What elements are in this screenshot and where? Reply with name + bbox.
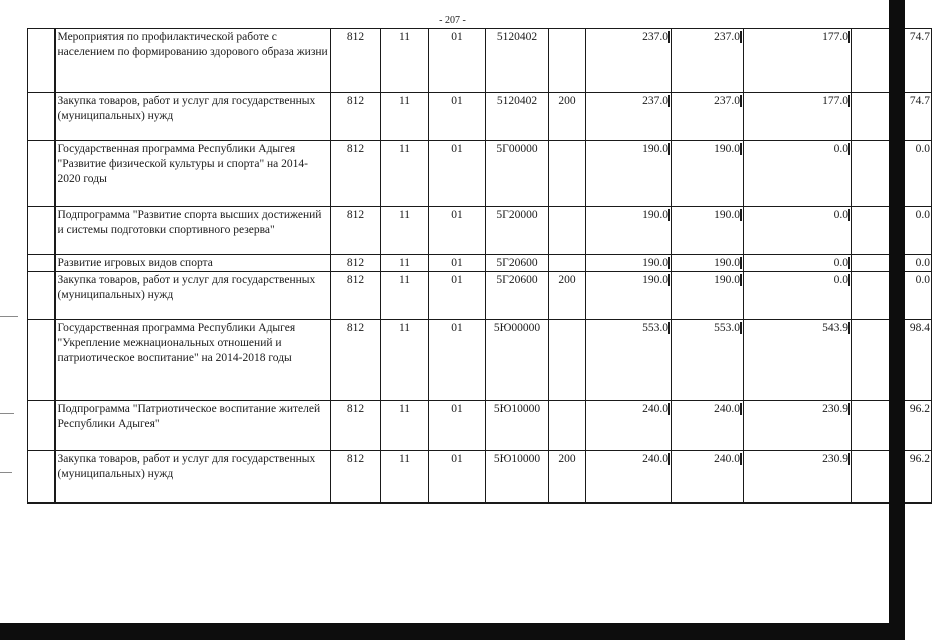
amount-2: 553.0 <box>672 320 744 401</box>
target-code: 5Ю00000 <box>486 320 549 401</box>
margin-cell <box>28 255 55 272</box>
target-code: 5Ю10000 <box>486 401 549 451</box>
expense-type-code <box>549 29 586 93</box>
amount-1: 190.0 <box>586 141 672 207</box>
amount-2: 237.0 <box>672 93 744 141</box>
amount-2: 190.0 <box>672 255 744 272</box>
percent-executed: 0.0 <box>852 255 932 272</box>
item-name: Государственная программа Республики Адыгея "Развитие физической культуры и спорта" на 2014-2020 годы <box>55 141 331 207</box>
amount-2: 190.0 <box>672 207 744 255</box>
percent-executed: 0.0 <box>852 272 932 320</box>
amount-1: 237.0 <box>586 93 672 141</box>
table-row <box>28 451 932 503</box>
target-code: 5Г20600 <box>486 272 549 320</box>
amount-executed: 0.0 <box>744 255 852 272</box>
table-row <box>28 401 932 451</box>
table-row <box>28 29 932 93</box>
margin-cell <box>28 141 55 207</box>
section-code: 11 <box>381 255 429 272</box>
item-name: Государственная программа Республики Адыгея "Укрепление межнациональных отношений и патриотическое воспитание" на 2014-2018 годы <box>55 320 331 401</box>
amount-executed: 0.0 <box>744 141 852 207</box>
ministry-code: 812 <box>331 29 381 93</box>
table-row <box>28 320 932 401</box>
ministry-code: 812 <box>331 207 381 255</box>
percent-executed: 74.7 <box>852 29 932 93</box>
amount-2: 190.0 <box>672 141 744 207</box>
amount-1: 190.0 <box>586 255 672 272</box>
ministry-code: 812 <box>331 141 381 207</box>
subsection-code: 01 <box>429 401 486 451</box>
percent-executed: 96.2 <box>852 451 932 503</box>
subsection-code: 01 <box>429 320 486 401</box>
amount-executed: 0.0 <box>744 207 852 255</box>
scan-mark <box>0 316 18 317</box>
item-name: Развитие игровых видов спорта <box>55 255 331 272</box>
margin-cell <box>28 29 55 93</box>
page-number: - 207 - <box>439 15 466 26</box>
budget-table <box>27 28 932 504</box>
margin-cell <box>28 93 55 141</box>
percent-executed: 96.2 <box>852 401 932 451</box>
percent-executed: 0.0 <box>852 141 932 207</box>
table-row <box>28 207 932 255</box>
amount-2: 240.0 <box>672 401 744 451</box>
margin-cell <box>28 451 55 503</box>
target-code: 5120402 <box>486 29 549 93</box>
expense-type-code <box>549 141 586 207</box>
amount-1: 237.0 <box>586 29 672 93</box>
percent-executed: 98.4 <box>852 320 932 401</box>
amount-executed: 177.0 <box>744 93 852 141</box>
section-code: 11 <box>381 451 429 503</box>
subsection-code: 01 <box>429 272 486 320</box>
amount-executed: 543.9 <box>744 320 852 401</box>
amount-1: 240.0 <box>586 401 672 451</box>
expense-type-code <box>549 401 586 451</box>
ministry-code: 812 <box>331 401 381 451</box>
scan-mark <box>0 413 14 414</box>
amount-1: 190.0 <box>586 272 672 320</box>
section-code: 11 <box>381 207 429 255</box>
percent-executed: 74.7 <box>852 93 932 141</box>
expense-type-code <box>549 207 586 255</box>
section-code: 11 <box>381 141 429 207</box>
target-code: 5Ю10000 <box>486 451 549 503</box>
ministry-code: 812 <box>331 93 381 141</box>
ministry-code: 812 <box>331 255 381 272</box>
ministry-code: 812 <box>331 451 381 503</box>
expense-type-code: 200 <box>549 451 586 503</box>
table-row <box>28 272 932 320</box>
table-row <box>28 93 932 141</box>
scan-edge-bottom <box>0 623 905 640</box>
amount-2: 237.0 <box>672 29 744 93</box>
item-name: Закупка товаров, работ и услуг для государственных (муниципальных) нужд <box>55 93 331 141</box>
scan-edge-right <box>889 0 905 640</box>
amount-1: 240.0 <box>586 451 672 503</box>
subsection-code: 01 <box>429 29 486 93</box>
margin-cell <box>28 320 55 401</box>
amount-executed: 230.9 <box>744 401 852 451</box>
amount-executed: 230.9 <box>744 451 852 503</box>
amount-1: 190.0 <box>586 207 672 255</box>
amount-1: 553.0 <box>586 320 672 401</box>
section-code: 11 <box>381 320 429 401</box>
section-code: 11 <box>381 93 429 141</box>
ministry-code: 812 <box>331 272 381 320</box>
item-name: Закупка товаров, работ и услуг для государственных (муниципальных) нужд <box>55 451 331 503</box>
item-name: Подпрограмма "Развитие спорта высших достижений и системы подготовки спортивного резерва" <box>55 207 331 255</box>
percent-executed: 0.0 <box>852 207 932 255</box>
expense-type-code <box>549 320 586 401</box>
margin-cell <box>28 272 55 320</box>
item-name: Подпрограмма "Патриотическое воспитание жителей Республики Адыгея" <box>55 401 331 451</box>
item-name: Мероприятия по профилактической работе с населением по формированию здорового образа жизни <box>55 29 331 93</box>
subsection-code: 01 <box>429 141 486 207</box>
expense-type-code: 200 <box>549 93 586 141</box>
ministry-code: 812 <box>331 320 381 401</box>
expense-type-code <box>549 255 586 272</box>
section-code: 11 <box>381 272 429 320</box>
subsection-code: 01 <box>429 93 486 141</box>
table-row <box>28 255 932 272</box>
section-code: 11 <box>381 401 429 451</box>
target-code: 5Г00000 <box>486 141 549 207</box>
amount-executed: 0.0 <box>744 272 852 320</box>
scan-mark <box>0 472 12 473</box>
amount-2: 240.0 <box>672 451 744 503</box>
margin-cell <box>28 207 55 255</box>
subsection-code: 01 <box>429 451 486 503</box>
subsection-code: 01 <box>429 255 486 272</box>
table-row <box>28 141 932 207</box>
target-code: 5120402 <box>486 93 549 141</box>
expense-type-code: 200 <box>549 272 586 320</box>
margin-cell <box>28 401 55 451</box>
section-code: 11 <box>381 29 429 93</box>
item-name: Закупка товаров, работ и услуг для государственных (муниципальных) нужд <box>55 272 331 320</box>
amount-2: 190.0 <box>672 272 744 320</box>
amount-executed: 177.0 <box>744 29 852 93</box>
target-code: 5Г20600 <box>486 255 549 272</box>
subsection-code: 01 <box>429 207 486 255</box>
target-code: 5Г20000 <box>486 207 549 255</box>
